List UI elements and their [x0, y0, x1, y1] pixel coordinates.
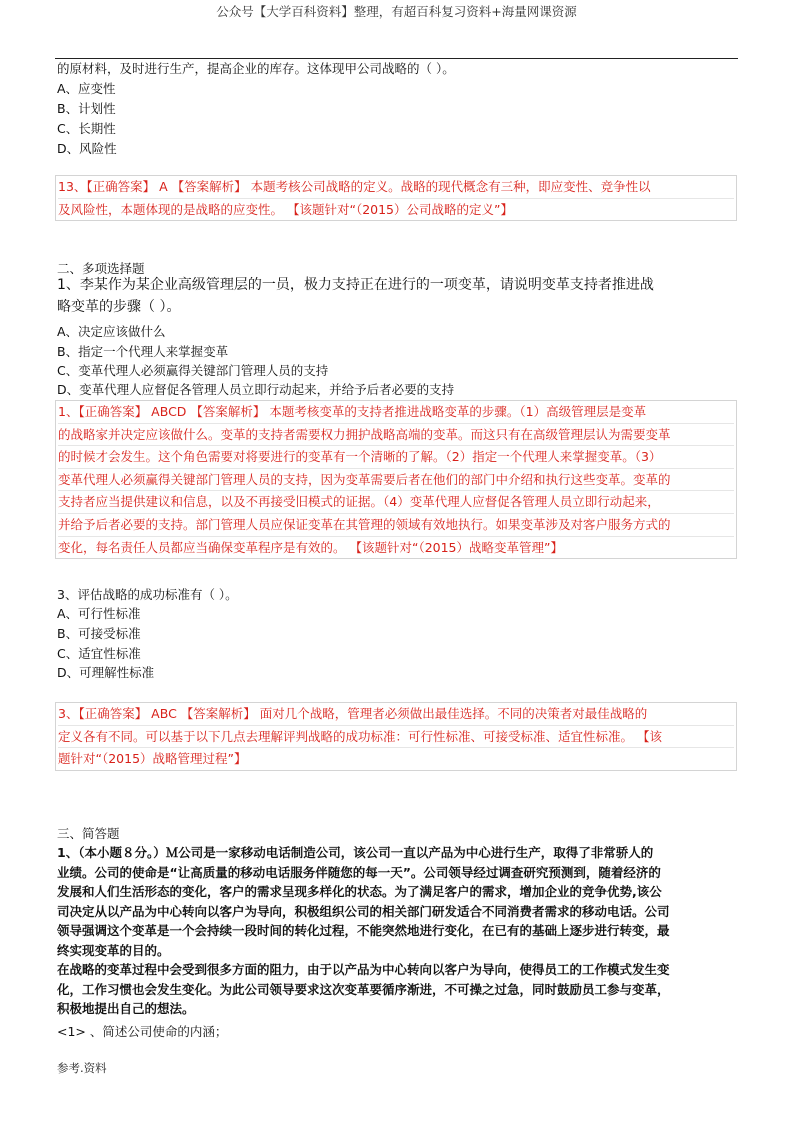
answer-1-line: 变化，每名责任人员都应当确保变革程序是有效的。 【该题针对“（2015）战略变革管理”】 [58, 539, 563, 555]
q1-option-b: B、指定一个代理人来掌握变革 [57, 344, 229, 359]
answer-1-line: 支持者应当提供建议和信息，以及不再接受旧模式的证据。（4）变革代理人应督促各管理人员立即行动起来， [58, 491, 734, 514]
top-divider [55, 58, 738, 59]
answer-1-line: 1、【正确答案】 ABCD 【答案解析】 本题考核变革的支持者推进战略变革的步骤。（1）高级管理层是变革 [58, 401, 734, 424]
q12-option-c: C、长期性 [57, 121, 116, 136]
answer-3-line: 题针对“（2015）战略管理过程”】 [58, 751, 247, 767]
answer-1-line: 变革代理人必须赢得关键部门管理人员的支持，因为变革需要后者在他们的部门中介绍和执行这些变革。变革的 [58, 469, 734, 492]
case-line: 在战略的变革过程中会受到很多方面的阻力，由于以产品为中心转向以客户为导向，使得员工的工作模式发生变 [57, 962, 670, 977]
q12-option-a: A、应变性 [57, 81, 116, 96]
answer-3-box [55, 702, 737, 771]
question-1-line: 略变革的步骤（ ）。 [57, 299, 181, 315]
q3-option-d: D、可理解性标准 [57, 665, 155, 680]
case-line: 发展和人们生活形态的变化，客户的需求呈现多样化的状态。为了满足客户的需求，增加企业的竞争优势,该公 [57, 884, 662, 899]
answer-1-box [55, 400, 737, 559]
page-header: 公众号【大学百科资料】整理，有超百科复习资料+海量网课资源 [216, 4, 577, 19]
case-line: 积极地提出自己的想法。 [57, 1001, 195, 1016]
q1-option-a: A、决定应该做什么 [57, 324, 166, 339]
answer-1-line: 的时候才会发生。这个角色需要对将要进行的变革有一个清晰的了解。（2）指定一个代理人来掌握变革。（3） [58, 446, 734, 469]
answer-1-line: 并给予后者必要的支持。部门管理人员应保证变革在其管理的领域有效地执行。如果变革涉及对客户服务方式的 [58, 514, 734, 537]
answer-3-line: 3、【正确答案】 ABC 【答案解析】 面对几个战略，管理者必须做出最佳选择。不同的决策者对最佳战略的 [58, 703, 734, 726]
section-short-answer-heading: 三、简答题 [57, 826, 120, 841]
case-line: 化，工作习惯也会发生变化。为此公司领导要求这次变革要循序渐进，不可操之过急，同时鼓励员工参与变革， [57, 981, 670, 997]
answer-3-line: 定义各有不同。可以基于以下几点去理解评判战略的成功标准：可行性标准、可接受标准、适宜性标准。 【该 [58, 726, 734, 749]
q3-option-b: B、可接受标准 [57, 626, 141, 641]
page-footer: 参考.资料 [57, 1061, 107, 1075]
case-line: 业绩。公司的使命是“让高质量的移动电话服务伴随您的每一天”。公司领导经过调查研究预测到，随着经济的 [57, 864, 661, 880]
q3-option-a: A、可行性标准 [57, 606, 141, 621]
case-line: 1、（本小题８分。）Ｍ公司是一家移动电话制造公司，该公司一直以产品为中心进行生产，取得了非常骄人的 [57, 845, 654, 860]
question-3: 3、评估战略的成功标准有（ ）。 [57, 587, 238, 602]
case-line: 领导强调这个变革是一个会持续一段时间的转化过程，不能突然地进行变化，在已有的基础上逐步进行转变，最 [57, 923, 670, 938]
answer-13-line: 及风险性，本题体现的是战略的应变性。 【该题针对“（2015）公司战略的定义”】 [58, 201, 513, 217]
answer-1-line: 的战略家并决定应该做什么。变革的支持者需要权力拥护战略高端的变革。而这只有在高级管理层认为需要变革 [58, 424, 734, 447]
question-12-tail: 的原材料，及时进行生产，提高企业的库存。这体现甲公司战略的（ ）。 [57, 61, 455, 76]
answer-13-box [55, 175, 737, 221]
q1-option-d: D、变革代理人应督促各管理人员立即行动起来，并给予后者必要的支持 [57, 382, 455, 397]
q1-option-c: C、变革代理人必须赢得关键部门管理人员的支持 [57, 363, 329, 378]
q12-option-d: D、风险性 [57, 141, 117, 156]
q12-option-b: B、计划性 [57, 101, 116, 116]
section-multiple-choice-heading: 二、多项选择题 [57, 261, 145, 276]
answer-13-line: 13、【正确答案】 A 【答案解析】 本题考核公司战略的定义。战略的现代概念有三种，即应变性、竞争性以 [58, 176, 734, 199]
case-line: 司决定从以产品为中心转向以客户为导向，积极组织公司的相关部门研发适合不同消费者需求的移动电话。公司 [57, 903, 670, 919]
case-line: 终实现变革的目的。 [57, 942, 170, 958]
question-1-line: 1、李某作为某企业高级管理层的一员，极力支持正在进行的一项变革，请说明变革支持者推进战 [57, 277, 654, 293]
case-study-text [57, 843, 670, 1019]
sub-question-1: <1> 、简述公司使命的内涵； [57, 1024, 228, 1039]
q3-option-c: C、适宜性标准 [57, 646, 141, 661]
